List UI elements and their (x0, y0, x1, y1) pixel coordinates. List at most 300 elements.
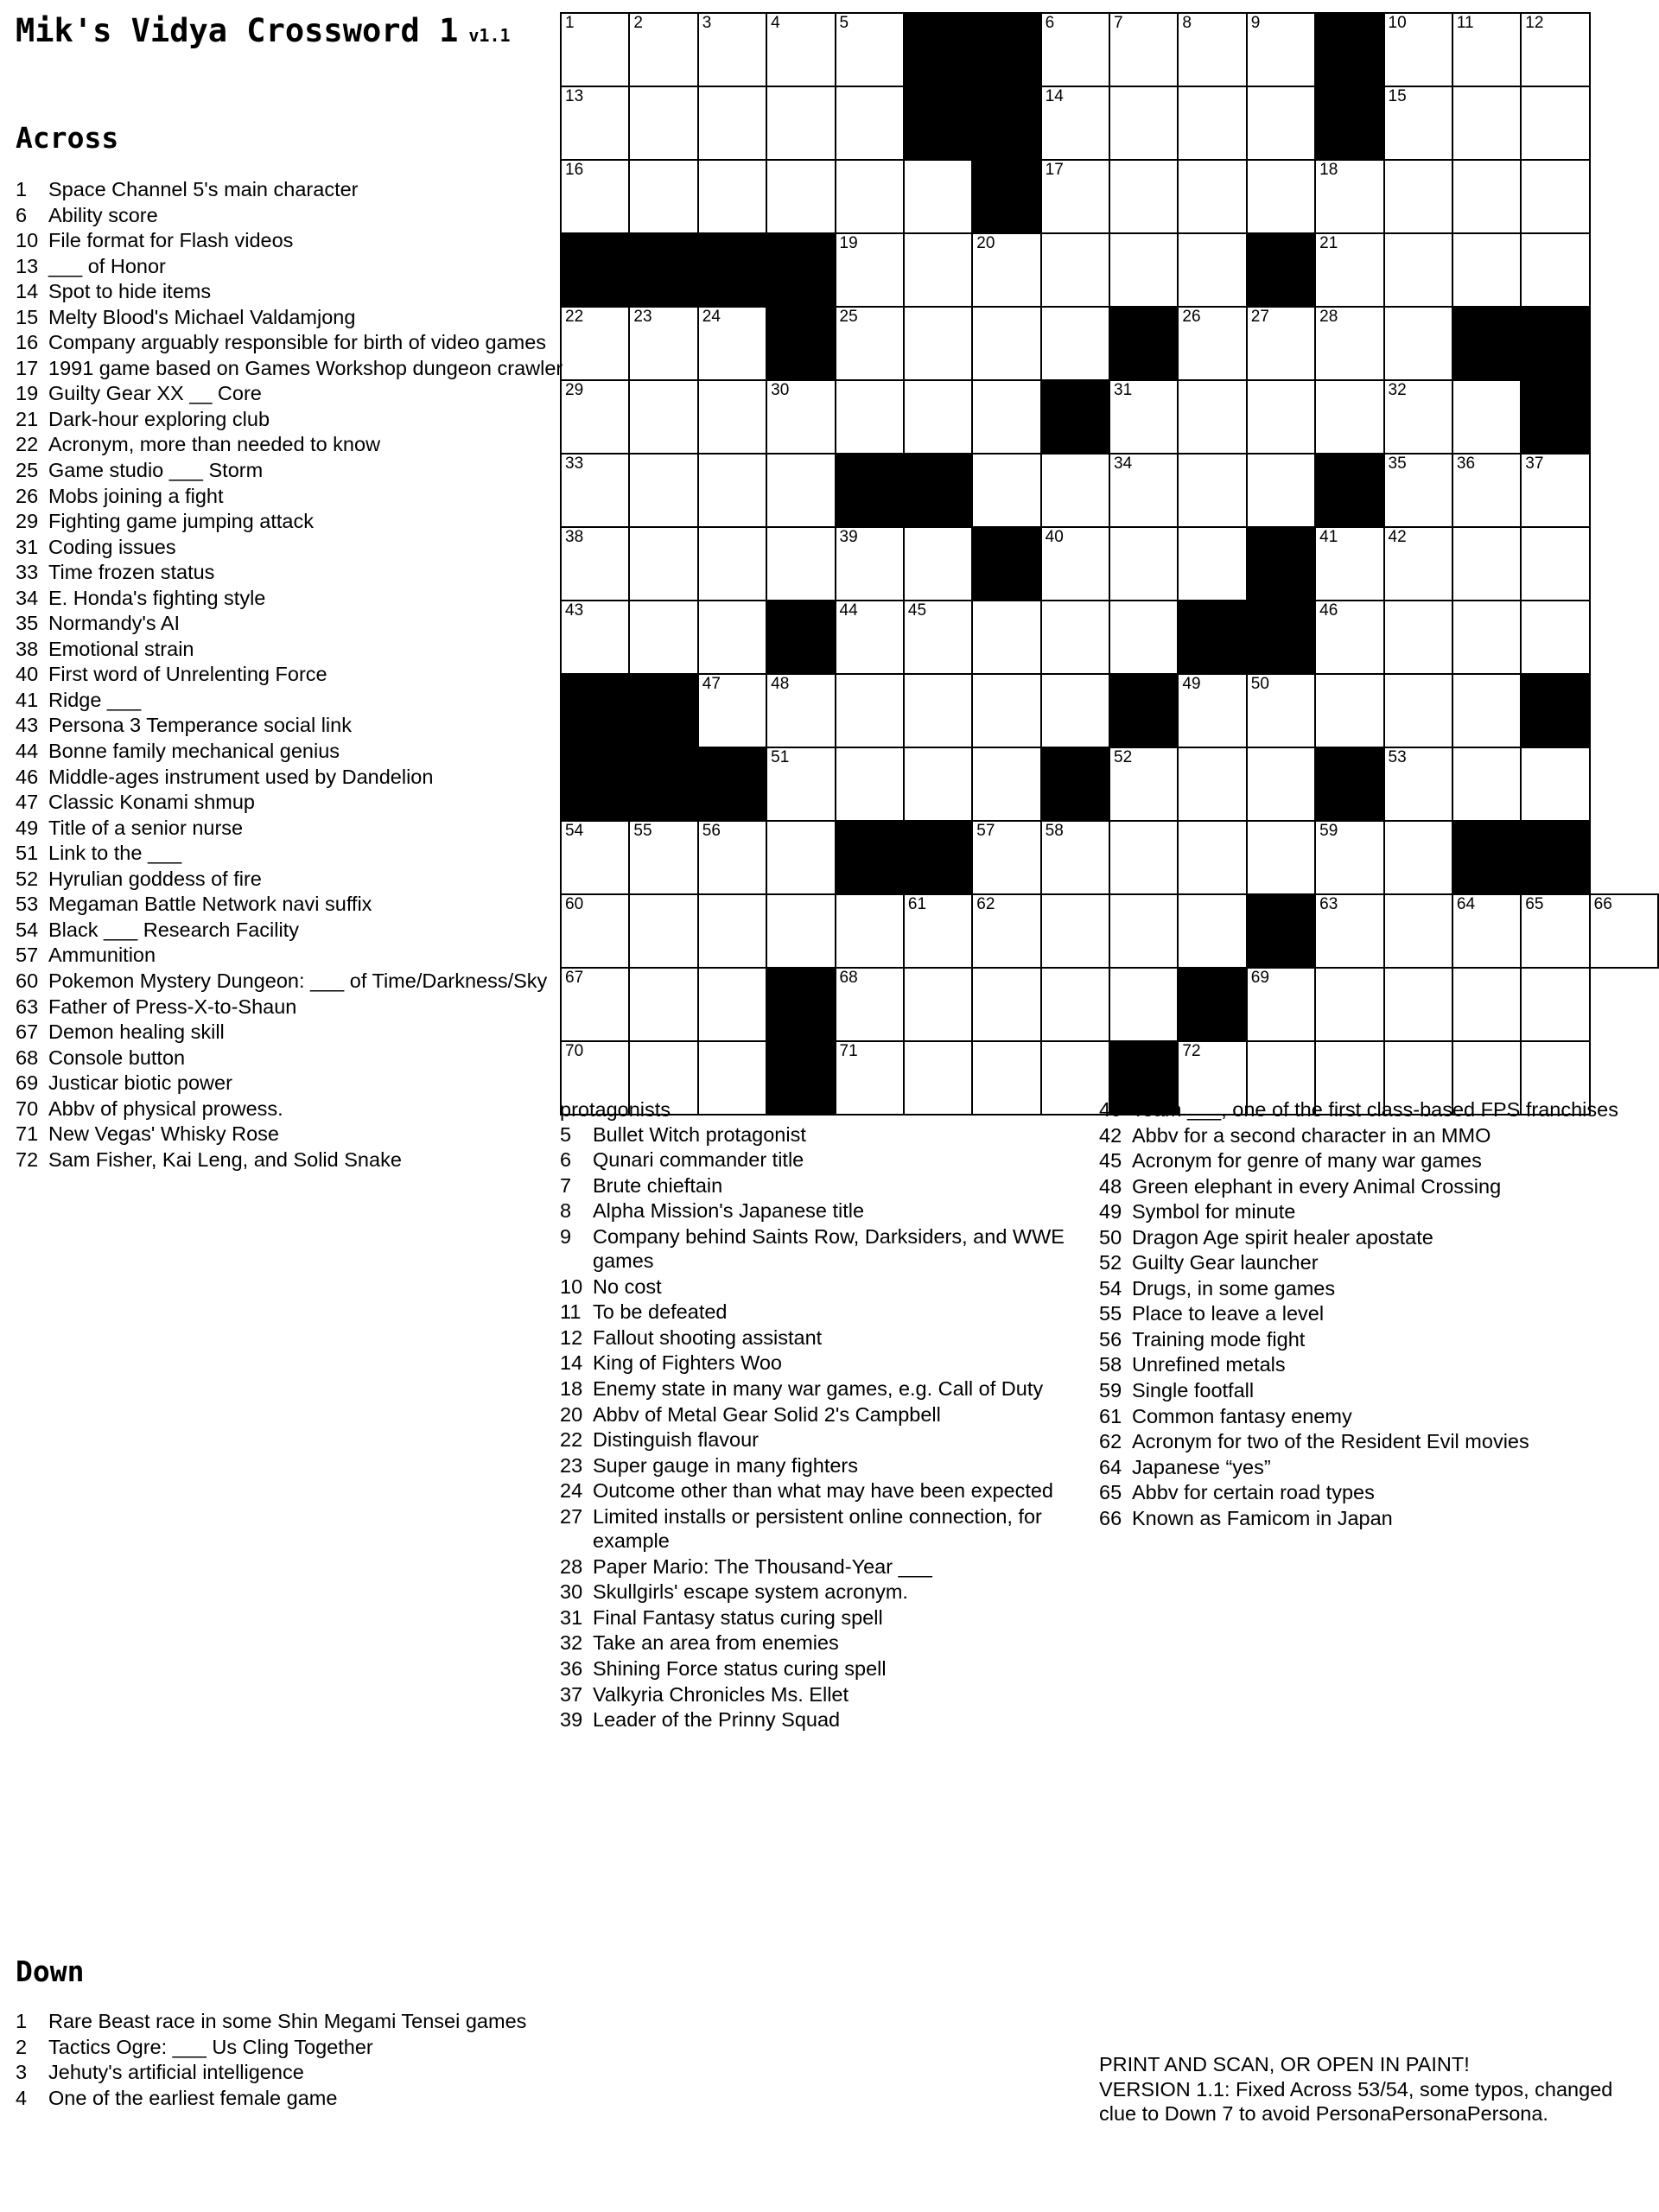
across-clue-text: New Vegas' Whisky Rose (48, 1122, 280, 1146)
grid-cell[interactable] (904, 307, 972, 380)
grid-cell[interactable] (972, 821, 1040, 894)
grid-cell-number: 54 (565, 822, 584, 840)
grid-cell[interactable] (972, 894, 1040, 968)
grid-cell[interactable] (1315, 894, 1383, 968)
crossword-grid-table[interactable] (560, 12, 1659, 1116)
down-clue (1099, 1404, 1643, 1429)
down-clue (1099, 1455, 1643, 1480)
grid-cell[interactable] (1384, 601, 1452, 674)
version-label: v1.1 (468, 25, 511, 46)
grid-cell[interactable] (629, 894, 697, 968)
down-clue-list-left (16, 2009, 569, 2111)
across-clue (16, 637, 564, 662)
down-clue-number: 56 (1099, 1327, 1122, 1351)
across-clue-number: 51 (16, 842, 39, 865)
grid-cell-number: 1 (565, 14, 575, 32)
down-clue-text: Jehuty's artificial intelligence (48, 2061, 304, 2084)
down-clue-number: 36 (560, 1657, 583, 1681)
across-clue-number: 68 (16, 1046, 39, 1069)
grid-cell[interactable] (1384, 86, 1452, 160)
grid-cell[interactable] (1315, 601, 1383, 674)
down-clue-number: 24 (560, 1479, 583, 1503)
grid-cell-block (1521, 380, 1589, 454)
grid-cell[interactable] (1315, 160, 1383, 233)
grid-cell[interactable] (1041, 454, 1109, 527)
grid-cell[interactable] (1041, 307, 1109, 380)
across-clue (16, 254, 564, 279)
grid-cell[interactable] (1178, 160, 1246, 233)
down-clue (560, 1707, 1096, 1732)
grid-cell[interactable] (766, 747, 835, 821)
across-clue (16, 1020, 564, 1045)
grid-cell-number: 25 (839, 308, 858, 326)
grid-cell[interactable] (1384, 454, 1452, 527)
grid-cell-number: 61 (907, 895, 927, 913)
grid-cell[interactable] (1178, 86, 1246, 160)
grid-cell[interactable] (904, 160, 972, 233)
grid-cell[interactable] (1178, 233, 1246, 307)
down-clue (560, 1656, 1096, 1681)
grid-cell[interactable] (1521, 968, 1589, 1041)
grid-cell[interactable] (1247, 380, 1315, 454)
grid-cell[interactable] (1521, 13, 1589, 86)
grid-cell[interactable] (1247, 674, 1315, 747)
down-clue-number: 8 (560, 1199, 572, 1223)
grid-cell[interactable] (698, 674, 766, 747)
grid-cell[interactable] (1315, 307, 1383, 380)
grid-cell[interactable] (904, 894, 972, 968)
across-clue-text: Title of a senior nurse (48, 816, 244, 839)
grid-cell[interactable] (561, 601, 629, 674)
grid-cell[interactable] (698, 13, 766, 86)
grid-cell[interactable] (1521, 601, 1589, 674)
across-clue (16, 867, 564, 892)
grid-cell-number: 45 (907, 601, 927, 620)
down-clue-number: 12 (560, 1325, 583, 1349)
across-clue-number: 16 (16, 331, 39, 354)
grid-cell[interactable] (1315, 233, 1383, 307)
grid-cell[interactable] (1109, 601, 1178, 674)
grid-cell[interactable] (1590, 894, 1658, 968)
grid-cell[interactable] (629, 13, 697, 86)
grid-cell-block (766, 968, 835, 1041)
grid-cell-block (1521, 821, 1589, 894)
grid-cell-block (1109, 674, 1178, 747)
grid-cell[interactable] (561, 86, 629, 160)
grid-cell[interactable] (1384, 747, 1452, 821)
across-clue-text: Console button (48, 1046, 186, 1069)
down-clue-text: Rare Beast race in some Shin Megami Tensei games (48, 2010, 527, 2032)
grid-cell[interactable] (629, 307, 697, 380)
down-clue (560, 1630, 1096, 1656)
grid-cell[interactable] (1247, 160, 1315, 233)
grid-cell[interactable] (1452, 968, 1521, 1041)
grid-cell-number: 48 (771, 675, 790, 693)
across-clue (16, 305, 564, 330)
grid-cell[interactable] (1384, 821, 1452, 894)
grid-cell[interactable] (698, 160, 766, 233)
grid-cell[interactable] (1178, 380, 1246, 454)
grid-cell-number: 19 (839, 234, 858, 252)
down-clue-number: 27 (560, 1504, 583, 1528)
grid-cell[interactable] (1109, 86, 1178, 160)
across-clue-text: Fighting game jumping attack (48, 510, 314, 533)
across-clue-number: 46 (16, 765, 39, 788)
grid-cell[interactable] (904, 233, 972, 307)
grid-cell[interactable] (561, 821, 629, 894)
grid-cell[interactable] (1178, 13, 1246, 86)
down-clue-text: Outcome other than what may have been expected (593, 1479, 1053, 1503)
grid-cell-block (904, 13, 972, 86)
grid-row (561, 86, 1658, 160)
grid-cell[interactable] (698, 307, 766, 380)
grid-cell[interactable] (561, 894, 629, 968)
grid-cell-number: 43 (565, 601, 584, 620)
grid-cell[interactable] (766, 821, 835, 894)
across-clue-text: Coding issues (48, 535, 176, 558)
grid-cell[interactable] (1384, 307, 1452, 380)
down-clue-number: 54 (1099, 1276, 1122, 1300)
grid-cell[interactable] (836, 747, 904, 821)
grid-cell[interactable] (1452, 13, 1521, 86)
grid-cell[interactable] (1452, 674, 1521, 747)
grid-cell[interactable] (836, 894, 904, 968)
grid-cell[interactable] (1041, 601, 1109, 674)
grid-cell[interactable] (1041, 86, 1109, 160)
grid-cell[interactable] (698, 601, 766, 674)
grid-cell[interactable] (1521, 527, 1589, 601)
down-clue-number: 49 (1099, 1200, 1122, 1224)
down-clue-text: Paper Mario: The Thousand-Year ___ (593, 1554, 932, 1578)
down-clue (560, 1300, 1096, 1325)
grid-cell[interactable] (1178, 674, 1246, 747)
across-clue-number: 33 (16, 561, 39, 584)
grid-cell[interactable] (766, 674, 835, 747)
grid-cell[interactable] (1178, 527, 1246, 601)
grid-cell[interactable] (1452, 894, 1521, 968)
grid-cell[interactable] (904, 674, 972, 747)
grid-cell[interactable] (836, 380, 904, 454)
grid-cell[interactable] (904, 747, 972, 821)
across-clue-text: Black ___ Research Facility (48, 918, 299, 941)
grid-cell[interactable] (836, 968, 904, 1041)
down-clue (560, 1147, 1096, 1173)
grid-cell[interactable] (1384, 968, 1452, 1041)
across-clue-text: Megaman Battle Network navi suffix (48, 893, 372, 916)
grid-cell-block (766, 601, 835, 674)
grid-cell[interactable] (698, 821, 766, 894)
grid-cell[interactable] (836, 233, 904, 307)
grid-cell[interactable] (972, 968, 1040, 1041)
across-clue-number: 43 (16, 714, 39, 737)
grid-cell[interactable] (1452, 527, 1521, 601)
grid-cell[interactable] (836, 601, 904, 674)
grid-cell[interactable] (972, 747, 1040, 821)
grid-cell[interactable] (1041, 821, 1109, 894)
grid-cell[interactable] (629, 380, 697, 454)
grid-cell[interactable] (561, 968, 629, 1041)
grid-cell-number: 28 (1319, 308, 1338, 326)
grid-cell[interactable] (972, 380, 1040, 454)
down-clue (16, 2009, 569, 2034)
grid-row (561, 380, 1658, 454)
grid-cell[interactable] (766, 527, 835, 601)
grid-cell[interactable] (1315, 821, 1383, 894)
grid-cell[interactable] (1041, 894, 1109, 968)
grid-row (561, 968, 1658, 1041)
down-clue-text: Take an area from enemies (593, 1631, 839, 1655)
grid-cell[interactable] (836, 307, 904, 380)
grid-cell[interactable] (1247, 307, 1315, 380)
grid-cell[interactable] (698, 86, 766, 160)
down-clue (1099, 1250, 1643, 1275)
grid-cell[interactable] (1041, 13, 1109, 86)
grid-cell[interactable] (766, 380, 835, 454)
grid-cell[interactable] (766, 86, 835, 160)
grid-cell[interactable] (972, 601, 1040, 674)
grid-cell[interactable] (629, 160, 697, 233)
across-clue-text: Guilty Gear XX __ Core (48, 382, 262, 405)
grid-cell-block (1452, 307, 1521, 380)
down-clue-text: Team ___, one of the first class-based FPS franchises (1132, 1098, 1618, 1121)
down-heading: Down (16, 1955, 85, 1988)
grid-cell[interactable] (561, 13, 629, 86)
grid-cell[interactable] (1109, 894, 1178, 968)
down-clue-number: 52 (1099, 1251, 1122, 1274)
grid-cell[interactable] (561, 454, 629, 527)
grid-cell[interactable] (698, 968, 766, 1041)
grid-cell[interactable] (1109, 527, 1178, 601)
grid-cell[interactable] (561, 527, 629, 601)
across-clue-text: Game studio ___ Storm (48, 459, 264, 482)
grid-cell[interactable] (1109, 747, 1178, 821)
down-clue-text: Skullgirls' escape system acronym. (593, 1580, 908, 1604)
grid-cell-number: 33 (565, 454, 584, 473)
grid-cell-block (1041, 747, 1109, 821)
title-row (16, 12, 511, 49)
grid-cell[interactable] (1452, 454, 1521, 527)
grid-cell[interactable] (1452, 380, 1521, 454)
grid-cell-number: 5 (839, 14, 849, 32)
across-clue (16, 969, 564, 994)
grid-cell[interactable] (1452, 747, 1521, 821)
grid-cell[interactable] (904, 968, 972, 1041)
down-clue (1099, 1506, 1643, 1531)
grid-cell[interactable] (1521, 160, 1589, 233)
grid-cell[interactable] (972, 674, 1040, 747)
grid-cell-block (629, 747, 697, 821)
grid-cell[interactable] (1109, 821, 1178, 894)
grid-cell[interactable] (1452, 233, 1521, 307)
grid-cell[interactable] (972, 307, 1040, 380)
grid-cell[interactable] (1178, 894, 1246, 968)
grid-cell-block (836, 821, 904, 894)
down-clue-text: Abbv for certain road types (1132, 1481, 1375, 1504)
grid-cell[interactable] (1521, 747, 1589, 821)
grid-cell[interactable] (1384, 160, 1452, 233)
down-clue-number: 42 (1099, 1123, 1122, 1147)
grid-cell[interactable] (904, 380, 972, 454)
down-clue-text: No cost (593, 1274, 662, 1298)
grid-cell[interactable] (972, 233, 1040, 307)
down-clue-number: 5 (560, 1122, 572, 1146)
grid-cell-number: 69 (1250, 969, 1269, 987)
grid-cell[interactable] (1384, 527, 1452, 601)
grid-cell[interactable] (836, 86, 904, 160)
across-clue (16, 228, 564, 253)
grid-cell[interactable] (1109, 380, 1178, 454)
across-clue (16, 765, 564, 790)
down-clue-number: 11 (560, 1300, 582, 1324)
grid-cell[interactable] (1109, 454, 1178, 527)
across-clue-text: Dark-hour exploring club (48, 407, 270, 430)
grid-cell[interactable] (698, 380, 766, 454)
grid-cell[interactable] (1521, 454, 1589, 527)
grid-cell[interactable] (698, 527, 766, 601)
grid-cell[interactable] (972, 454, 1040, 527)
grid-cell[interactable] (629, 86, 697, 160)
grid-cell[interactable] (629, 527, 697, 601)
grid-cell-block (1315, 747, 1383, 821)
across-clue-number: 25 (16, 459, 39, 482)
grid-cell-number: 32 (1388, 381, 1407, 399)
across-clue-text: File format for Flash videos (48, 229, 294, 252)
grid-cell[interactable] (561, 160, 629, 233)
across-clue (16, 816, 564, 841)
down-clue-text: Company behind Saints Row, Darksiders, and WWE games (593, 1224, 1065, 1273)
grid-cell[interactable] (1315, 380, 1383, 454)
down-clue-list-right (1099, 1097, 1643, 1531)
grid-cell[interactable] (1521, 233, 1589, 307)
grid-row (561, 821, 1658, 894)
grid-cell[interactable] (1521, 894, 1589, 968)
grid-cell[interactable] (1452, 86, 1521, 160)
grid-cell[interactable] (1384, 13, 1452, 86)
grid-cell[interactable] (766, 454, 835, 527)
grid-cell[interactable] (1109, 160, 1178, 233)
grid-cell[interactable] (1041, 233, 1109, 307)
down-clue (1099, 1199, 1643, 1224)
down-clue-number: 20 (560, 1402, 583, 1426)
across-clue-text: Time frozen status (48, 561, 215, 584)
grid-cell[interactable] (766, 894, 835, 968)
grid-cell-block (629, 233, 697, 307)
grid-cell[interactable] (836, 13, 904, 86)
grid-cell[interactable] (1041, 160, 1109, 233)
grid-cell-number: 8 (1182, 14, 1192, 32)
grid-cell[interactable] (1247, 86, 1315, 160)
grid-cell[interactable] (1315, 674, 1383, 747)
across-clue-number: 31 (16, 535, 39, 558)
down-clue-text: Drugs, in some games (1132, 1276, 1336, 1300)
grid-cell[interactable] (836, 160, 904, 233)
grid-cell[interactable] (629, 601, 697, 674)
grid-cell[interactable] (766, 13, 835, 86)
grid-cell[interactable] (766, 160, 835, 233)
grid-cell[interactable] (1315, 527, 1383, 601)
grid-cell[interactable] (1041, 527, 1109, 601)
down-clue-number: 64 (1099, 1455, 1122, 1478)
grid-cell[interactable] (629, 968, 697, 1041)
grid-cell[interactable] (904, 601, 972, 674)
down-clue-number: 14 (560, 1351, 583, 1375)
grid-cell[interactable] (1247, 13, 1315, 86)
down-clue-text: Green elephant in every Animal Crossing (1132, 1174, 1502, 1198)
grid-cell[interactable] (698, 454, 766, 527)
down-clue (16, 2060, 569, 2085)
grid-cell[interactable] (1384, 233, 1452, 307)
grid-cell-number: 65 (1525, 895, 1544, 913)
grid-cell[interactable] (1247, 821, 1315, 894)
grid-cell-number: 4 (771, 14, 780, 32)
grid-cell[interactable] (1384, 674, 1452, 747)
grid-cell[interactable] (1452, 160, 1521, 233)
down-clue (560, 1682, 1096, 1707)
grid-cell[interactable] (904, 527, 972, 601)
across-clue-text: Ability score (48, 203, 158, 226)
grid-cell[interactable] (1384, 894, 1452, 968)
down-clue (1099, 1480, 1643, 1505)
down-clue (1099, 1429, 1643, 1454)
across-clue-number: 57 (16, 944, 39, 967)
grid-cell[interactable] (1178, 454, 1246, 527)
grid-cell-number: 37 (1525, 454, 1544, 473)
grid-cell[interactable] (1315, 968, 1383, 1041)
down-clue-list-middle-items (560, 1122, 1096, 1732)
instructions-line: VERSION 1.1: Fixed Across 53/54, some typos, changed clue to Down 7 to avoid PersonaPersonaPersona. (1099, 2077, 1613, 2126)
grid-cell[interactable] (1041, 674, 1109, 747)
across-clue-number: 38 (16, 637, 39, 660)
grid-cell[interactable] (1247, 747, 1315, 821)
grid-cell-number: 68 (839, 969, 858, 987)
grid-cell[interactable] (1109, 13, 1178, 86)
crossword-grid[interactable] (560, 12, 1659, 1116)
grid-cell[interactable] (1178, 747, 1246, 821)
down-clue-text: Tactics Ogre: ___ Us Cling Together (48, 2035, 373, 2058)
grid-cell[interactable] (629, 454, 697, 527)
grid-cell[interactable] (629, 821, 697, 894)
grid-cell[interactable] (1521, 86, 1589, 160)
down-clue-text: Super gauge in many fighters (593, 1453, 858, 1477)
across-clue-text: Emotional strain (48, 637, 194, 660)
across-clue (16, 1147, 564, 1173)
grid-cell-number: 55 (633, 822, 652, 840)
across-clue (16, 739, 564, 764)
grid-cell-number: 70 (565, 1042, 584, 1060)
grid-cell[interactable] (1384, 380, 1452, 454)
grid-cell-block (1247, 894, 1315, 968)
grid-cell[interactable] (1178, 821, 1246, 894)
grid-cell[interactable] (1109, 233, 1178, 307)
grid-cell[interactable] (836, 674, 904, 747)
grid-cell[interactable] (1041, 968, 1109, 1041)
grid-cell-number: 13 (565, 87, 584, 105)
down-clue (560, 1504, 1096, 1554)
grid-cell[interactable] (561, 307, 629, 380)
grid-cell[interactable] (1247, 968, 1315, 1041)
grid-cell-block (1521, 307, 1589, 380)
grid-cell[interactable] (1452, 601, 1521, 674)
grid-cell[interactable] (561, 380, 629, 454)
grid-cell[interactable] (836, 527, 904, 601)
grid-cell[interactable] (1247, 454, 1315, 527)
down-clue-number: 37 (560, 1682, 583, 1706)
grid-cell[interactable] (1109, 968, 1178, 1041)
down-clue-number: 39 (560, 1708, 583, 1732)
grid-cell[interactable] (698, 894, 766, 968)
down-clue-text: Japanese “yes” (1132, 1455, 1271, 1478)
grid-cell[interactable] (1178, 307, 1246, 380)
